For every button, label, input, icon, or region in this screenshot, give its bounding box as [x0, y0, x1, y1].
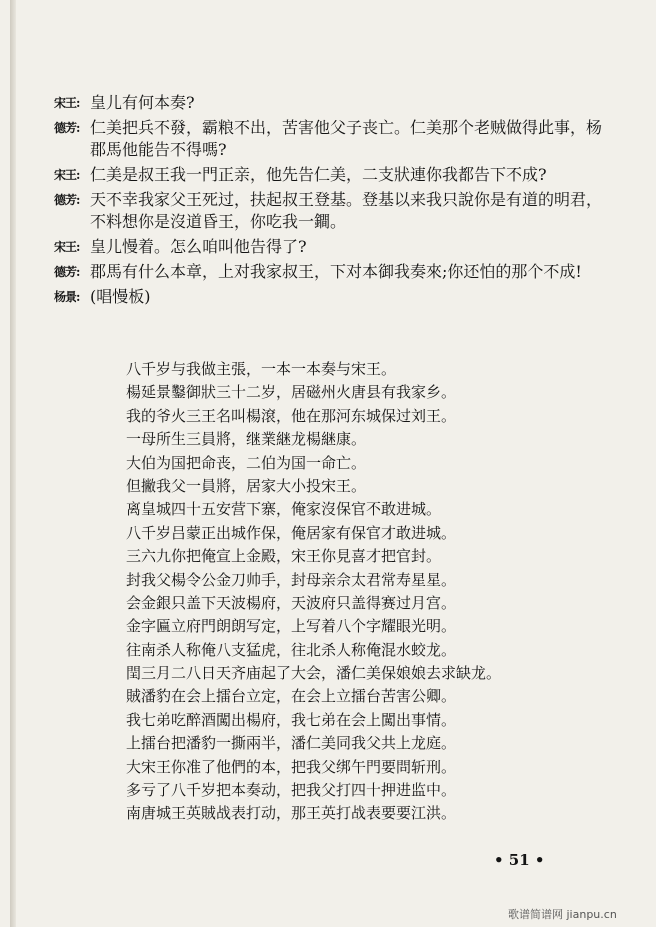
speech-text: 仁美把兵不發，霸粮不出，苦害他父子丧亡。仁美那个老贼做得此事，杨郡馬他能告不得嗎? — [90, 118, 603, 159]
dialogue-block — [54, 92, 614, 308]
verse-line: 多亏了八千岁把本奏动，把我父打四十押进监中。 — [126, 781, 457, 800]
verse-line: 八千岁与我做主張，一本一本奏与宋王。 — [126, 360, 397, 378]
verse-line: 楊延景鑿御狀三十二岁，居磁州火唐县有我家乡。 — [126, 383, 457, 402]
verse-line: 会金銀只盖下天波楊府，天波府只盖得赛过月宫。 — [126, 593, 457, 612]
speech-text: 皇儿有何本奏? — [90, 93, 195, 112]
verse-block — [126, 358, 546, 826]
speech-text: 天不幸我家父王死过，扶起叔王登基。登基以来我只說你是有道的明君，不料想你是沒道昏王，你吃我一鐧。 — [90, 190, 603, 231]
verse-line: 但撇我父一員將，居家大小投宋王。 — [126, 476, 367, 495]
verse-line: 封我父楊令公金刀帅手，封母亲佘太君常寿星星。 — [126, 570, 457, 589]
dialogue-line — [54, 286, 614, 308]
dialogue-line — [54, 164, 614, 186]
speaker-label: 杨景: — [54, 290, 80, 304]
site-watermark: 歌谱简谱网 jianpu.cn — [508, 908, 617, 921]
speaker-label: 宋王: — [54, 96, 80, 110]
verse-line: 南唐城王英賊战表打动，那王英打战表要要江洪。 — [126, 804, 457, 823]
verse-line: 大伯为国把命丧，二伯为国一命亡。 — [126, 453, 367, 472]
dialogue-line — [54, 189, 614, 233]
speaker-label: 德芳: — [54, 265, 80, 279]
verse-line: 賊潘豹在会上擂台立定，在会上立擂台苦害公卿。 — [126, 687, 457, 706]
dialogue-line — [54, 92, 614, 114]
verse-line: 八千岁吕蒙正出城作保，俺居家有保官才敢进城。 — [126, 523, 457, 542]
dialogue-line — [54, 236, 614, 258]
verse-line: 大宋王你准了他們的本，把我父绑午門要問斩刑。 — [126, 757, 457, 776]
speech-text: 仁美是叔王我一門正亲，他先告仁美，二支狀連你我都告下不成? — [90, 165, 547, 184]
verse-line: 三六九你把俺宣上金殿，宋王你見喜才把官封。 — [126, 547, 442, 566]
speaker-label: 宋王: — [54, 168, 80, 182]
dialogue-line — [54, 117, 614, 161]
speech-text: 皇儿慢着。怎么咱叫他告得了? — [90, 237, 307, 256]
page-number: • 51 • — [494, 851, 545, 869]
verse-line: 閏三月二八日天齐庙起了大会，潘仁美保娘娘去求缺龙。 — [126, 664, 502, 683]
verse-line: 一母所生三員將，继業継龙楊継康。 — [126, 430, 367, 449]
verse-line: 我的爷火三王名叫楊滾，他在那河东城保过刘王。 — [126, 406, 457, 425]
verse-line: 金字匾立府門朗朗写定，上写着八个字耀眼光明。 — [126, 617, 457, 636]
verse-line: 往南杀人称俺八支猛虎，往北杀人称俺混水蛟龙。 — [126, 640, 457, 659]
speech-text: 郡馬有什么本章，上对我家叔王，下对本御我奏來;你还怕的那个不成! — [90, 262, 582, 281]
dialogue-line — [54, 261, 614, 283]
verse-line: 离皇城四十五安营下寨，俺家沒保官不敢进城。 — [126, 500, 442, 519]
speaker-label: 德芳: — [54, 193, 80, 207]
verse-line: 上擂台把潘豹一撕兩半，潘仁美同我父共上龙庭。 — [126, 734, 457, 753]
speaker-label: 宋王: — [54, 240, 80, 254]
speech-text: (唱慢板) — [90, 287, 151, 306]
verse-line: 我七弟吃醉酒闖出楊府，我七弟在会上闖出事情。 — [126, 710, 457, 729]
page-binding-edge — [10, 0, 16, 927]
speaker-label: 德芳: — [54, 121, 80, 135]
